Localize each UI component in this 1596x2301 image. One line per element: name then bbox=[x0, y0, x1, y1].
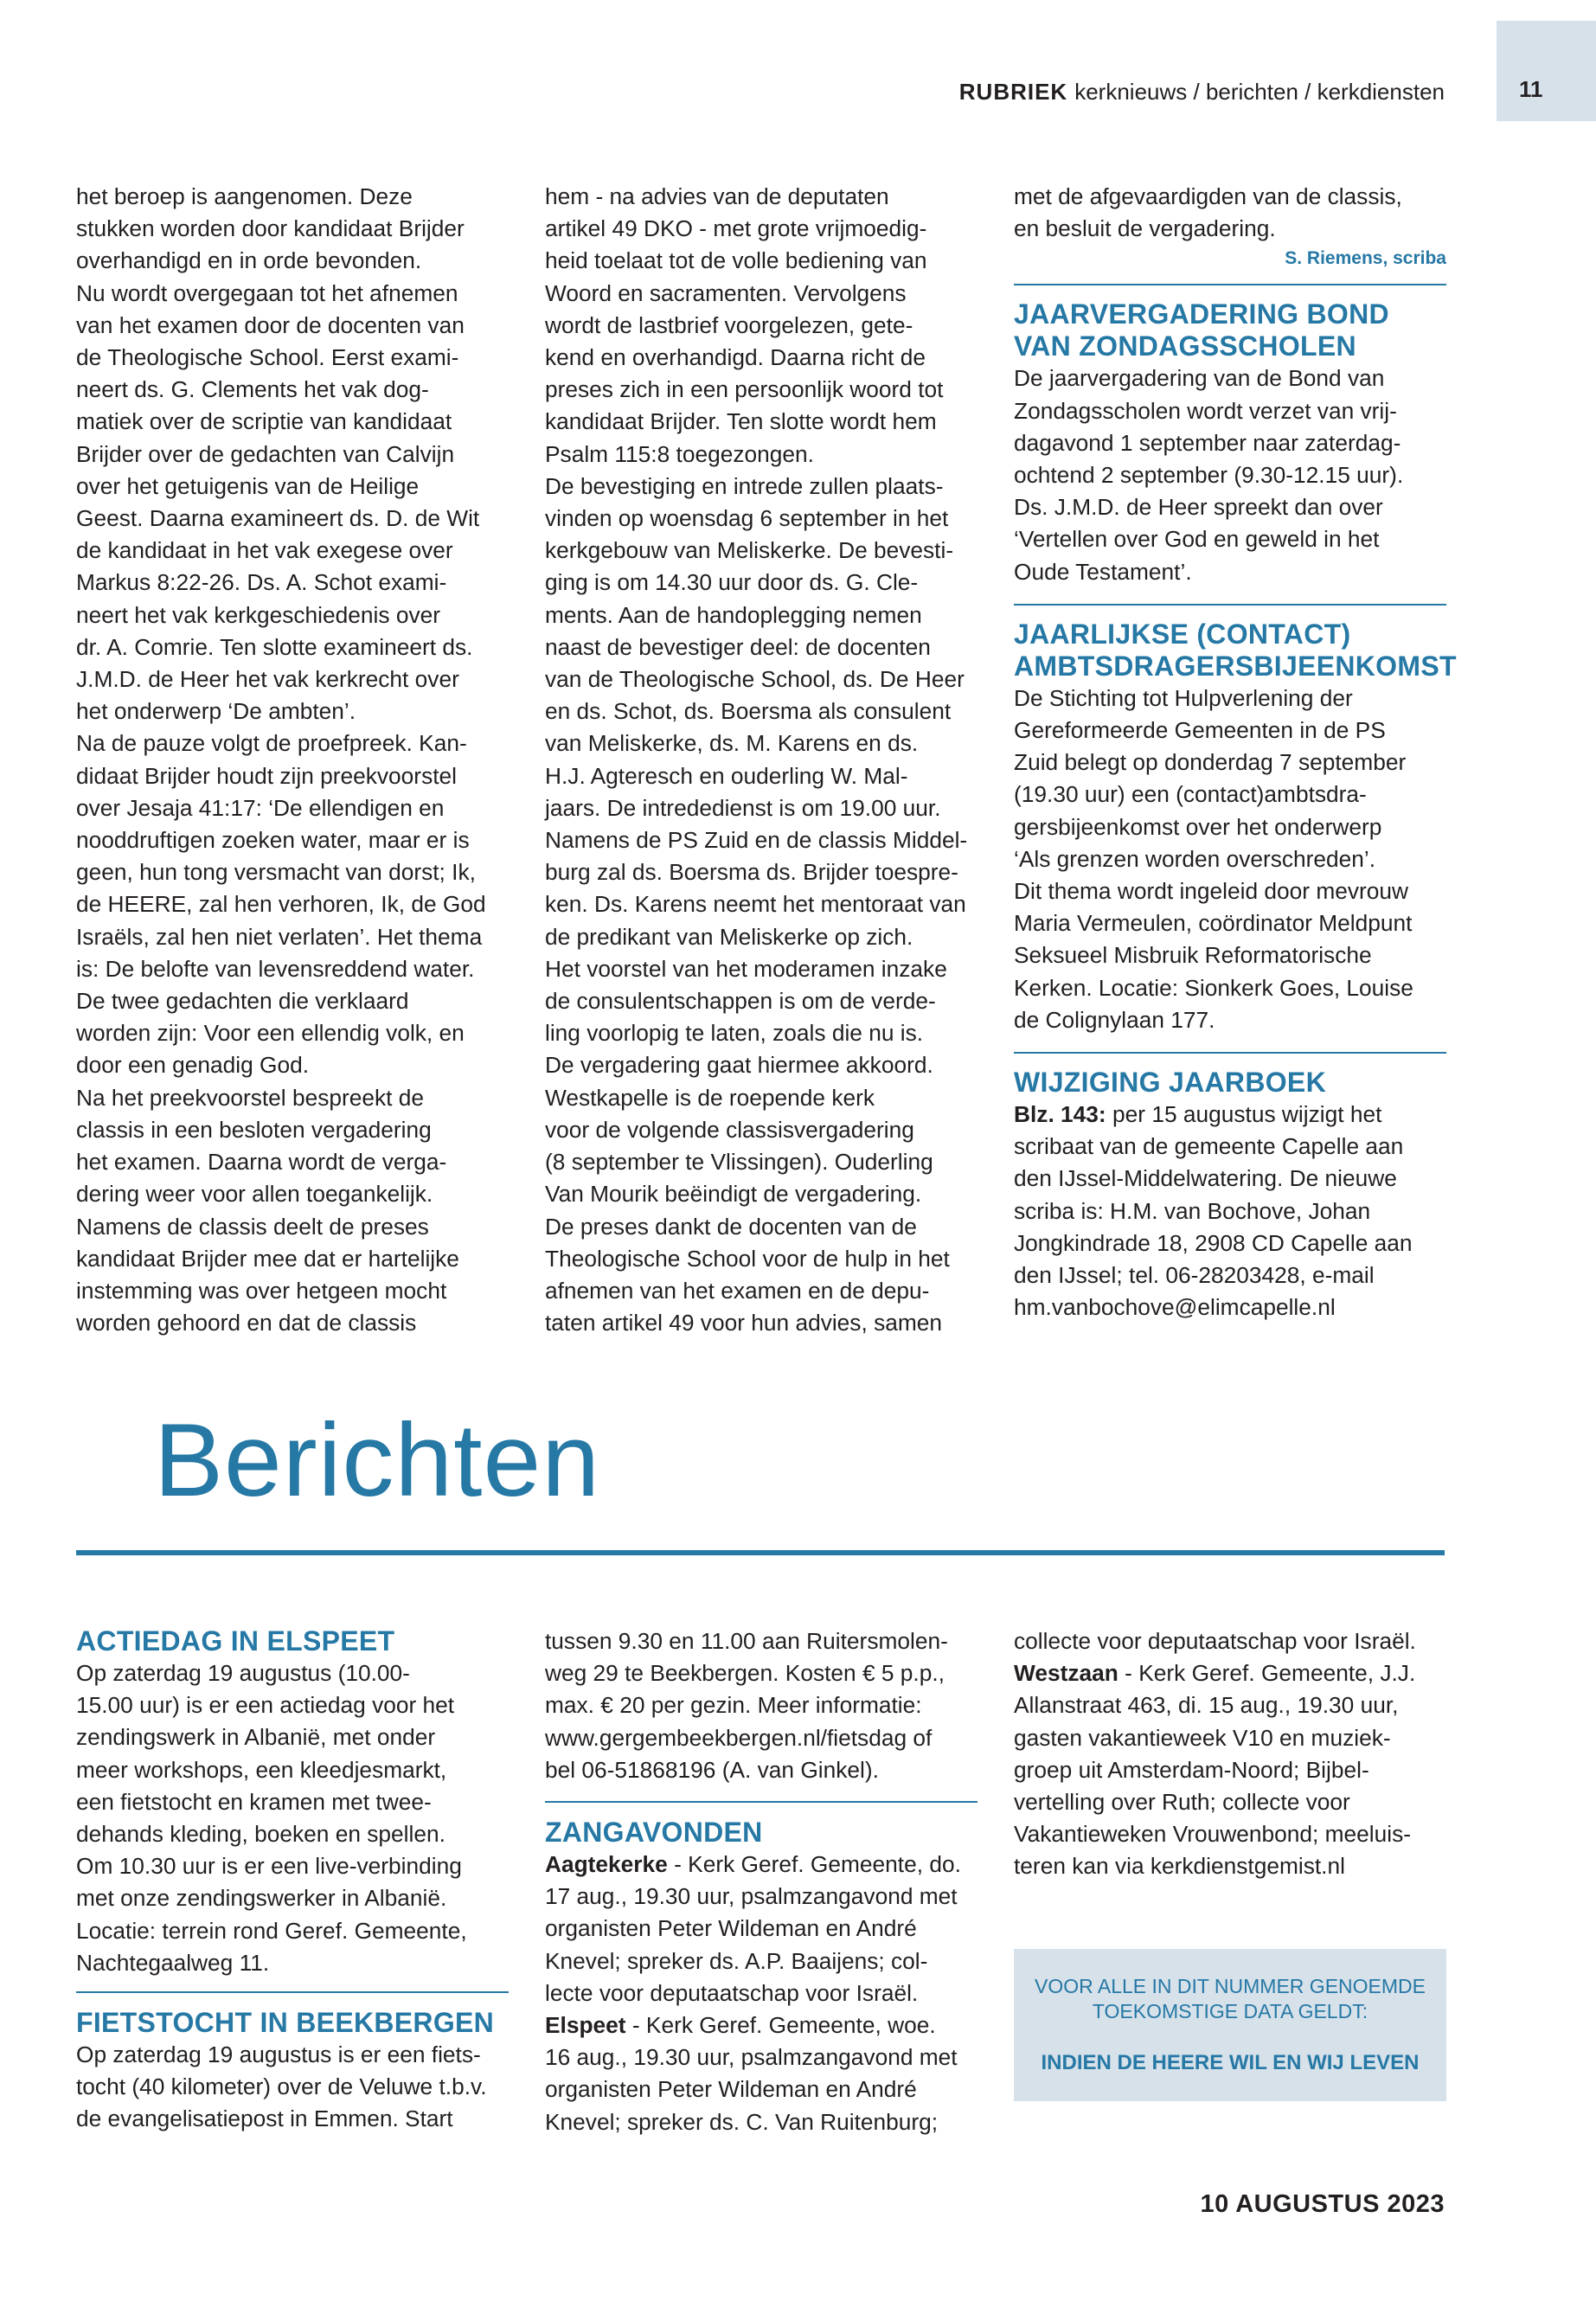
page-number: 11 bbox=[1519, 76, 1543, 102]
text-line: Na het preekvoorstel bespreekt de bbox=[76, 1084, 424, 1111]
text-line: (8 september te Vlissingen). Ouderling bbox=[545, 1149, 933, 1176]
text-line: Ds. J.M.D. de Heer spreekt dan over bbox=[1014, 494, 1383, 521]
text-line: De twee gedachten die verklaard bbox=[76, 988, 409, 1015]
text-line: heid toelaat tot de volle bediening van bbox=[545, 247, 927, 274]
text-line: Knevel; spreker ds. A.P. Baaijens; col- bbox=[545, 1947, 928, 1974]
text-line: classis in een besloten vergadering bbox=[76, 1116, 432, 1143]
top-column-3 bbox=[1014, 181, 1457, 1324]
elspeet-first-line bbox=[545, 2009, 977, 2041]
text-line: burg zal ds. Boersma ds. Brijder toespre- bbox=[545, 859, 958, 886]
aagtekerke-first-rest: - Kerk Geref. Gemeente, do. bbox=[667, 1851, 961, 1878]
text-line: Vakantieweken Vrouwenbond; meeluis- bbox=[1014, 1821, 1412, 1848]
text-line: over het getuigenis van de Heilige bbox=[76, 472, 420, 499]
text-line: tocht (40 kilometer) over de Veluwe t.b.v. bbox=[76, 2073, 487, 2100]
text-line: het beroep is aangenomen. Deze bbox=[76, 183, 413, 209]
text-line: is: De belofte van levensreddend water. bbox=[76, 955, 475, 982]
text-line: gasten vakantieweek V10 en muziek- bbox=[1014, 1724, 1391, 1751]
text-line: en ds. Schot, ds. Boersma als consulent bbox=[545, 698, 952, 725]
divider bbox=[1014, 284, 1446, 285]
text-line: kerkgebouw van Meliskerke. De bevesti- bbox=[545, 537, 954, 564]
text-line: bel 06-51868196 (A. van Ginkel). bbox=[545, 1756, 879, 1783]
text-line: een fietstocht en kramen met twee- bbox=[76, 1788, 432, 1815]
heading-actiedag: ACTIEDAG IN ELSPEET bbox=[76, 1625, 395, 1657]
notice-line-3: INDIEN DE HEERE WIL EN WIJ LEVEN bbox=[1041, 2050, 1420, 2074]
elspeet-first-rest: - Kerk Geref. Gemeente, woe. bbox=[625, 2012, 936, 2039]
text-line: over Jesaja 41:17: ‘De ellendigen en bbox=[76, 794, 445, 821]
text-line: De Stichting tot Hulpverlening der bbox=[1014, 684, 1353, 711]
text-line: zendingswerk in Albanië, met onder bbox=[76, 1724, 436, 1751]
text-line: ‘Als grenzen worden overschreden’. bbox=[1014, 845, 1376, 872]
text-line: Kerken. Locatie: Sionkerk Goes, Louise bbox=[1014, 974, 1413, 1001]
text-line: de Theologische School. Eerst exami- bbox=[76, 344, 459, 371]
divider bbox=[1014, 1052, 1446, 1054]
text-line: kandidaat Brijder mee dat er hartelijke bbox=[76, 1245, 459, 1272]
text-line: dagavond 1 september naar zaterdag- bbox=[1014, 429, 1401, 456]
text-line: met de afgevaardigden van de classis, bbox=[1014, 183, 1402, 209]
bottom-column-3 bbox=[1014, 1625, 1446, 2101]
text-line: de kandidaat in het vak exegese over bbox=[76, 537, 453, 564]
text-line: instemming was over hetgeen mocht bbox=[76, 1277, 447, 1304]
text-line: De bevestiging en intrede zullen plaats- bbox=[545, 472, 944, 499]
westzaan-name: Westzaan bbox=[1014, 1660, 1118, 1687]
text-block bbox=[1014, 362, 1446, 587]
text-line: artikel 49 DKO - met grote vrijmoedig- bbox=[545, 215, 927, 242]
text-line: stukken worden door kandidaat Brijder bbox=[76, 215, 465, 242]
text-block bbox=[545, 2041, 977, 2138]
text-line: naast de bevestiger deel: de docenten bbox=[545, 633, 931, 660]
text-line: neert ds. G. Clements het vak dog- bbox=[76, 376, 429, 403]
text-line: groep uit Amsterdam-Noord; Bijbel- bbox=[1014, 1756, 1369, 1783]
text-line: ments. Aan de handoplegging nemen bbox=[545, 601, 922, 628]
text-line: Op zaterdag 19 augustus is er een fiets- bbox=[76, 2041, 481, 2068]
text-line: organisten Peter Wildeman en André bbox=[545, 2076, 917, 2103]
text-line: wordt de lastbrief voorgelezen, gete- bbox=[545, 311, 913, 338]
text-line: Knevel; spreker ds. C. Van Ruitenburg; bbox=[545, 2108, 939, 2135]
text-line: Zondagsscholen wordt verzet van vrij- bbox=[1014, 397, 1397, 424]
heading-jaarboek: WIJZIGING JAARBOEK bbox=[1014, 1067, 1326, 1099]
text-block bbox=[1014, 683, 1446, 1036]
text-line: matiek over de scriptie van kandidaat bbox=[76, 408, 452, 435]
text-line: Seksueel Misbruik Reformatorische bbox=[1014, 942, 1372, 969]
text-line: de consulentschappen is om de verde- bbox=[545, 988, 936, 1015]
heading-fietstocht: FIETSTOCHT IN BEEKBERGEN bbox=[76, 2007, 495, 2039]
notice-box bbox=[1014, 1949, 1446, 2101]
text-line: voor de volgende classisvergadering bbox=[545, 1116, 914, 1143]
text-line: Markus 8:22-26. Ds. A. Schot exami- bbox=[76, 569, 447, 596]
text-line: de Colignylaan 177. bbox=[1014, 1006, 1215, 1033]
text-line: de HEERE, zal hen verhoren, Ik, de God bbox=[76, 891, 486, 918]
text-block bbox=[545, 1881, 977, 2009]
text-line: van Meliskerke, ds. M. Karens en ds. bbox=[545, 730, 919, 757]
text-line: Om 10.30 uur is er een live-verbinding bbox=[76, 1853, 462, 1880]
text-line: scribaat van de gemeente Capelle aan bbox=[1014, 1133, 1404, 1160]
text-block bbox=[76, 181, 509, 1339]
text-line: Brijder over de gedachten van Calvijn bbox=[76, 440, 455, 467]
text-line: 17 aug., 19.30 uur, psalmzangavond met bbox=[545, 1883, 958, 1910]
text-line: en besluit de vergadering. bbox=[1014, 215, 1276, 242]
text-line: hem - na advies van de deputaten bbox=[545, 183, 889, 209]
text-line: hm.vanbochove@elimcapelle.nl bbox=[1014, 1294, 1336, 1321]
jaarboek-first-rest: per 15 augustus wijzigt het bbox=[1106, 1101, 1382, 1128]
text-line: dering weer voor allen toegankelijk. bbox=[76, 1181, 433, 1208]
text-line: ging is om 14.30 uur door ds. G. Cle- bbox=[545, 569, 919, 596]
text-line: VAN ZONDAGSSCHOLEN bbox=[1014, 330, 1356, 362]
jaarboek-first-line bbox=[1014, 1099, 1446, 1131]
rubric-path: kerknieuws / berichten / kerkdiensten bbox=[1074, 79, 1445, 105]
signature: S. Riemens, scriba bbox=[1285, 248, 1446, 269]
text-line: Het voorstel van het moderamen inzake bbox=[545, 955, 947, 982]
text-line: ling voorlopig te laten, zoals die nu is. bbox=[545, 1020, 924, 1047]
text-line: Nachtegaalweg 11. bbox=[76, 1949, 270, 1976]
text-block bbox=[76, 2039, 509, 2136]
text-line: dr. A. Comrie. Ten slotte examineert ds. bbox=[76, 633, 473, 660]
text-line: Dit thema wordt ingeleid door mevrouw bbox=[1014, 878, 1409, 905]
text-line: het examen. Daarna wordt de verga- bbox=[76, 1149, 447, 1176]
divider bbox=[76, 1991, 509, 1993]
page-number-tab bbox=[1497, 21, 1596, 121]
text-block bbox=[545, 181, 977, 1339]
text-line: dehands kleding, boeken en spellen. bbox=[76, 1821, 445, 1848]
divider bbox=[1014, 604, 1446, 606]
aagtekerke-name: Aagtekerke bbox=[545, 1851, 668, 1878]
heading-ambtsdragers bbox=[1014, 618, 1457, 683]
bottom-column-1 bbox=[76, 1625, 509, 2136]
text-line: ken. Ds. Karens neemt het mentoraat van bbox=[545, 891, 966, 918]
text-line: lecte voor deputaatschap voor Israël. bbox=[545, 1979, 919, 2006]
rubric-header bbox=[959, 78, 1445, 106]
text-line: Woord en sacramenten. Vervolgens bbox=[545, 279, 907, 306]
text-line: (19.30 uur) een (contact)ambtsdra- bbox=[1014, 781, 1367, 808]
text-line: taten artikel 49 voor hun advies, samen bbox=[545, 1310, 943, 1336]
notice-line-1: VOOR ALLE IN DIT NUMMER GENOEMDE bbox=[1035, 1974, 1426, 1997]
text-line: ‘Vertellen over God en geweld in het bbox=[1014, 526, 1380, 553]
text-line: preses zich in een persoonlijk woord tot bbox=[545, 376, 944, 403]
text-line: vertelling over Ruth; collecte voor bbox=[1014, 1789, 1350, 1816]
text-line: Psalm 115:8 toegezongen. bbox=[545, 440, 814, 467]
elspeet-name: Elspeet bbox=[545, 2012, 626, 2039]
text-line: ochtend 2 september (9.30-12.15 uur). bbox=[1014, 462, 1404, 489]
rubric-label: RUBRIEK bbox=[958, 79, 1068, 105]
text-line: J.M.D. de Heer het vak kerkrecht over bbox=[76, 666, 459, 693]
text-line: kend en overhandigd. Daarna richt de bbox=[545, 344, 926, 371]
text-line: Allanstraat 463, di. 15 aug., 19.30 uur, bbox=[1014, 1692, 1399, 1719]
text-line: nooddruftigen zoeken water, maar er is bbox=[76, 827, 470, 854]
text-line: jaars. De intrededienst is om 19.00 uur. bbox=[545, 794, 941, 821]
text-line: met onze zendingswerker in Albanië. bbox=[76, 1885, 447, 1912]
text-line: worden gehoord en dat de classis bbox=[76, 1310, 417, 1336]
text-line: overhandigd en in orde bevonden. bbox=[76, 247, 422, 274]
text-line: het onderwerp ‘De ambten’. bbox=[76, 698, 356, 725]
text-line: De jaarvergadering van de Bond van bbox=[1014, 365, 1385, 392]
text-line: organisten Peter Wildeman en André bbox=[545, 1915, 917, 1942]
text-line: JAARLIJKSE (CONTACT) bbox=[1014, 618, 1351, 650]
text-line: van het examen door de docenten van bbox=[76, 311, 465, 338]
text-line: tussen 9.30 en 11.00 aan Ruitersmolen- bbox=[545, 1628, 948, 1654]
text-line: scriba is: H.M. van Bochove, Johan bbox=[1014, 1197, 1371, 1224]
text-line: neert het vak kerkgeschiedenis over bbox=[76, 601, 440, 628]
text-line: de predikant van Meliskerke op zich. bbox=[545, 923, 913, 950]
text-block bbox=[1014, 1689, 1446, 1882]
notice-line-2: TOEKOMSTIGE DATA GELDT: bbox=[1092, 1999, 1368, 2022]
text-line: Van Mourik beëindigt de vergadering. bbox=[545, 1181, 922, 1208]
text-line: worden zijn: Voor een ellendig volk, en bbox=[76, 1020, 465, 1047]
text-line: Theologische School voor de hulp in het bbox=[545, 1245, 950, 1272]
aagtekerke-first-line bbox=[545, 1849, 977, 1881]
text-line: Op zaterdag 19 augustus (10.00- bbox=[76, 1660, 410, 1686]
top-column-2 bbox=[545, 181, 977, 1339]
text-line: 16 aug., 19.30 uur, psalmzangavond met bbox=[545, 2044, 958, 2071]
text-line: www.gergembeekbergen.nl/fietsdag of bbox=[545, 1724, 933, 1751]
text-line: Na de pauze volgt de proefpreek. Kan- bbox=[76, 730, 467, 757]
text-line: Namens de classis deelt de preses bbox=[76, 1213, 429, 1240]
text-line: 15.00 uur) is er een actiedag voor het bbox=[76, 1692, 455, 1719]
text-line: van de Theologische School, ds. De Heer bbox=[545, 666, 965, 693]
section-rule bbox=[76, 1550, 1445, 1555]
text-line: max. € 20 per gezin. Meer informatie: bbox=[545, 1692, 922, 1719]
text-line: Geest. Daarna examineert ds. D. de Wit bbox=[76, 505, 480, 532]
text-block bbox=[1014, 1131, 1446, 1324]
text-line: Zuid belegt op donderdag 7 september bbox=[1014, 749, 1407, 776]
section-title: Berichten bbox=[154, 1402, 600, 1518]
text-line: De vergadering gaat hiermee akkoord. bbox=[545, 1052, 933, 1079]
text-block bbox=[76, 1657, 509, 1979]
text-line: Nu wordt overgegaan tot het afnemen bbox=[76, 279, 458, 306]
westzaan-first-rest: - Kerk Geref. Gemeente, J.J. bbox=[1118, 1660, 1416, 1687]
text-line: den IJssel; tel. 06-28203428, e-mail bbox=[1014, 1262, 1375, 1289]
westzaan-first-line bbox=[1014, 1657, 1446, 1689]
text-line: Jongkindrade 18, 2908 CD Capelle aan bbox=[1014, 1229, 1413, 1256]
text-line: Locatie: terrein rond Geref. Gemeente, bbox=[76, 1917, 467, 1944]
heading-bond bbox=[1014, 298, 1446, 362]
top-column-1 bbox=[76, 181, 509, 1339]
text-line: Namens de PS Zuid en de classis Middel- bbox=[545, 827, 968, 854]
text-line: JAARVERGADERING BOND bbox=[1014, 298, 1389, 330]
text-line: De preses dankt de docenten van de bbox=[545, 1213, 917, 1240]
text-line: geen, hun tong versmacht van dorst; Ik, bbox=[76, 859, 476, 886]
text-line: Israëls, zal hen niet verlaten’. Het thema bbox=[76, 923, 483, 950]
text-block bbox=[1014, 181, 1446, 245]
divider bbox=[545, 1801, 977, 1803]
text-line: gersbijeenkomst over het onderwerp bbox=[1014, 813, 1382, 840]
jaarboek-lead: Blz. 143: bbox=[1014, 1101, 1106, 1128]
text-line: Gereformeerde Gemeenten in de PS bbox=[1014, 717, 1386, 744]
text-line: weg 29 te Beekbergen. Kosten € 5 p.p., bbox=[545, 1660, 945, 1687]
text-line: H.J. Agteresch en ouderling W. Mal- bbox=[545, 762, 908, 789]
collecte-line: collecte voor deputaatschap voor Israël. bbox=[1014, 1628, 1416, 1654]
issue-date: 10 AUGUSTUS 2023 bbox=[1200, 2190, 1445, 2218]
text-line: didaat Brijder houdt zijn preekvoorstel bbox=[76, 762, 457, 789]
text-line: AMBTSDRAGERSBIJEENKOMST bbox=[1014, 650, 1457, 682]
text-line: Westkapelle is de roepende kerk bbox=[545, 1084, 875, 1111]
text-line: Oude Testament’. bbox=[1014, 558, 1192, 585]
text-line: meer workshops, een kleedjesmarkt, bbox=[76, 1756, 447, 1783]
text-line: den IJssel-Middelwatering. De nieuwe bbox=[1014, 1165, 1397, 1192]
text-line: door een genadig God. bbox=[76, 1052, 310, 1079]
text-line: de evangelisatiepost in Emmen. Start bbox=[76, 2106, 453, 2132]
text-line: afnemen van het examen en de depu- bbox=[545, 1277, 930, 1304]
text-line: vinden op woensdag 6 september in het bbox=[545, 505, 949, 532]
text-line: kandidaat Brijder. Ten slotte wordt hem bbox=[545, 408, 937, 435]
heading-zangavonden: ZANGAVONDEN bbox=[545, 1817, 763, 1849]
text-block bbox=[545, 1625, 977, 1786]
bottom-column-2 bbox=[545, 1625, 977, 2138]
text-line: teren kan via kerkdienstgemist.nl bbox=[1014, 1853, 1345, 1880]
text-line: Maria Vermeulen, coördinator Meldpunt bbox=[1014, 910, 1413, 937]
